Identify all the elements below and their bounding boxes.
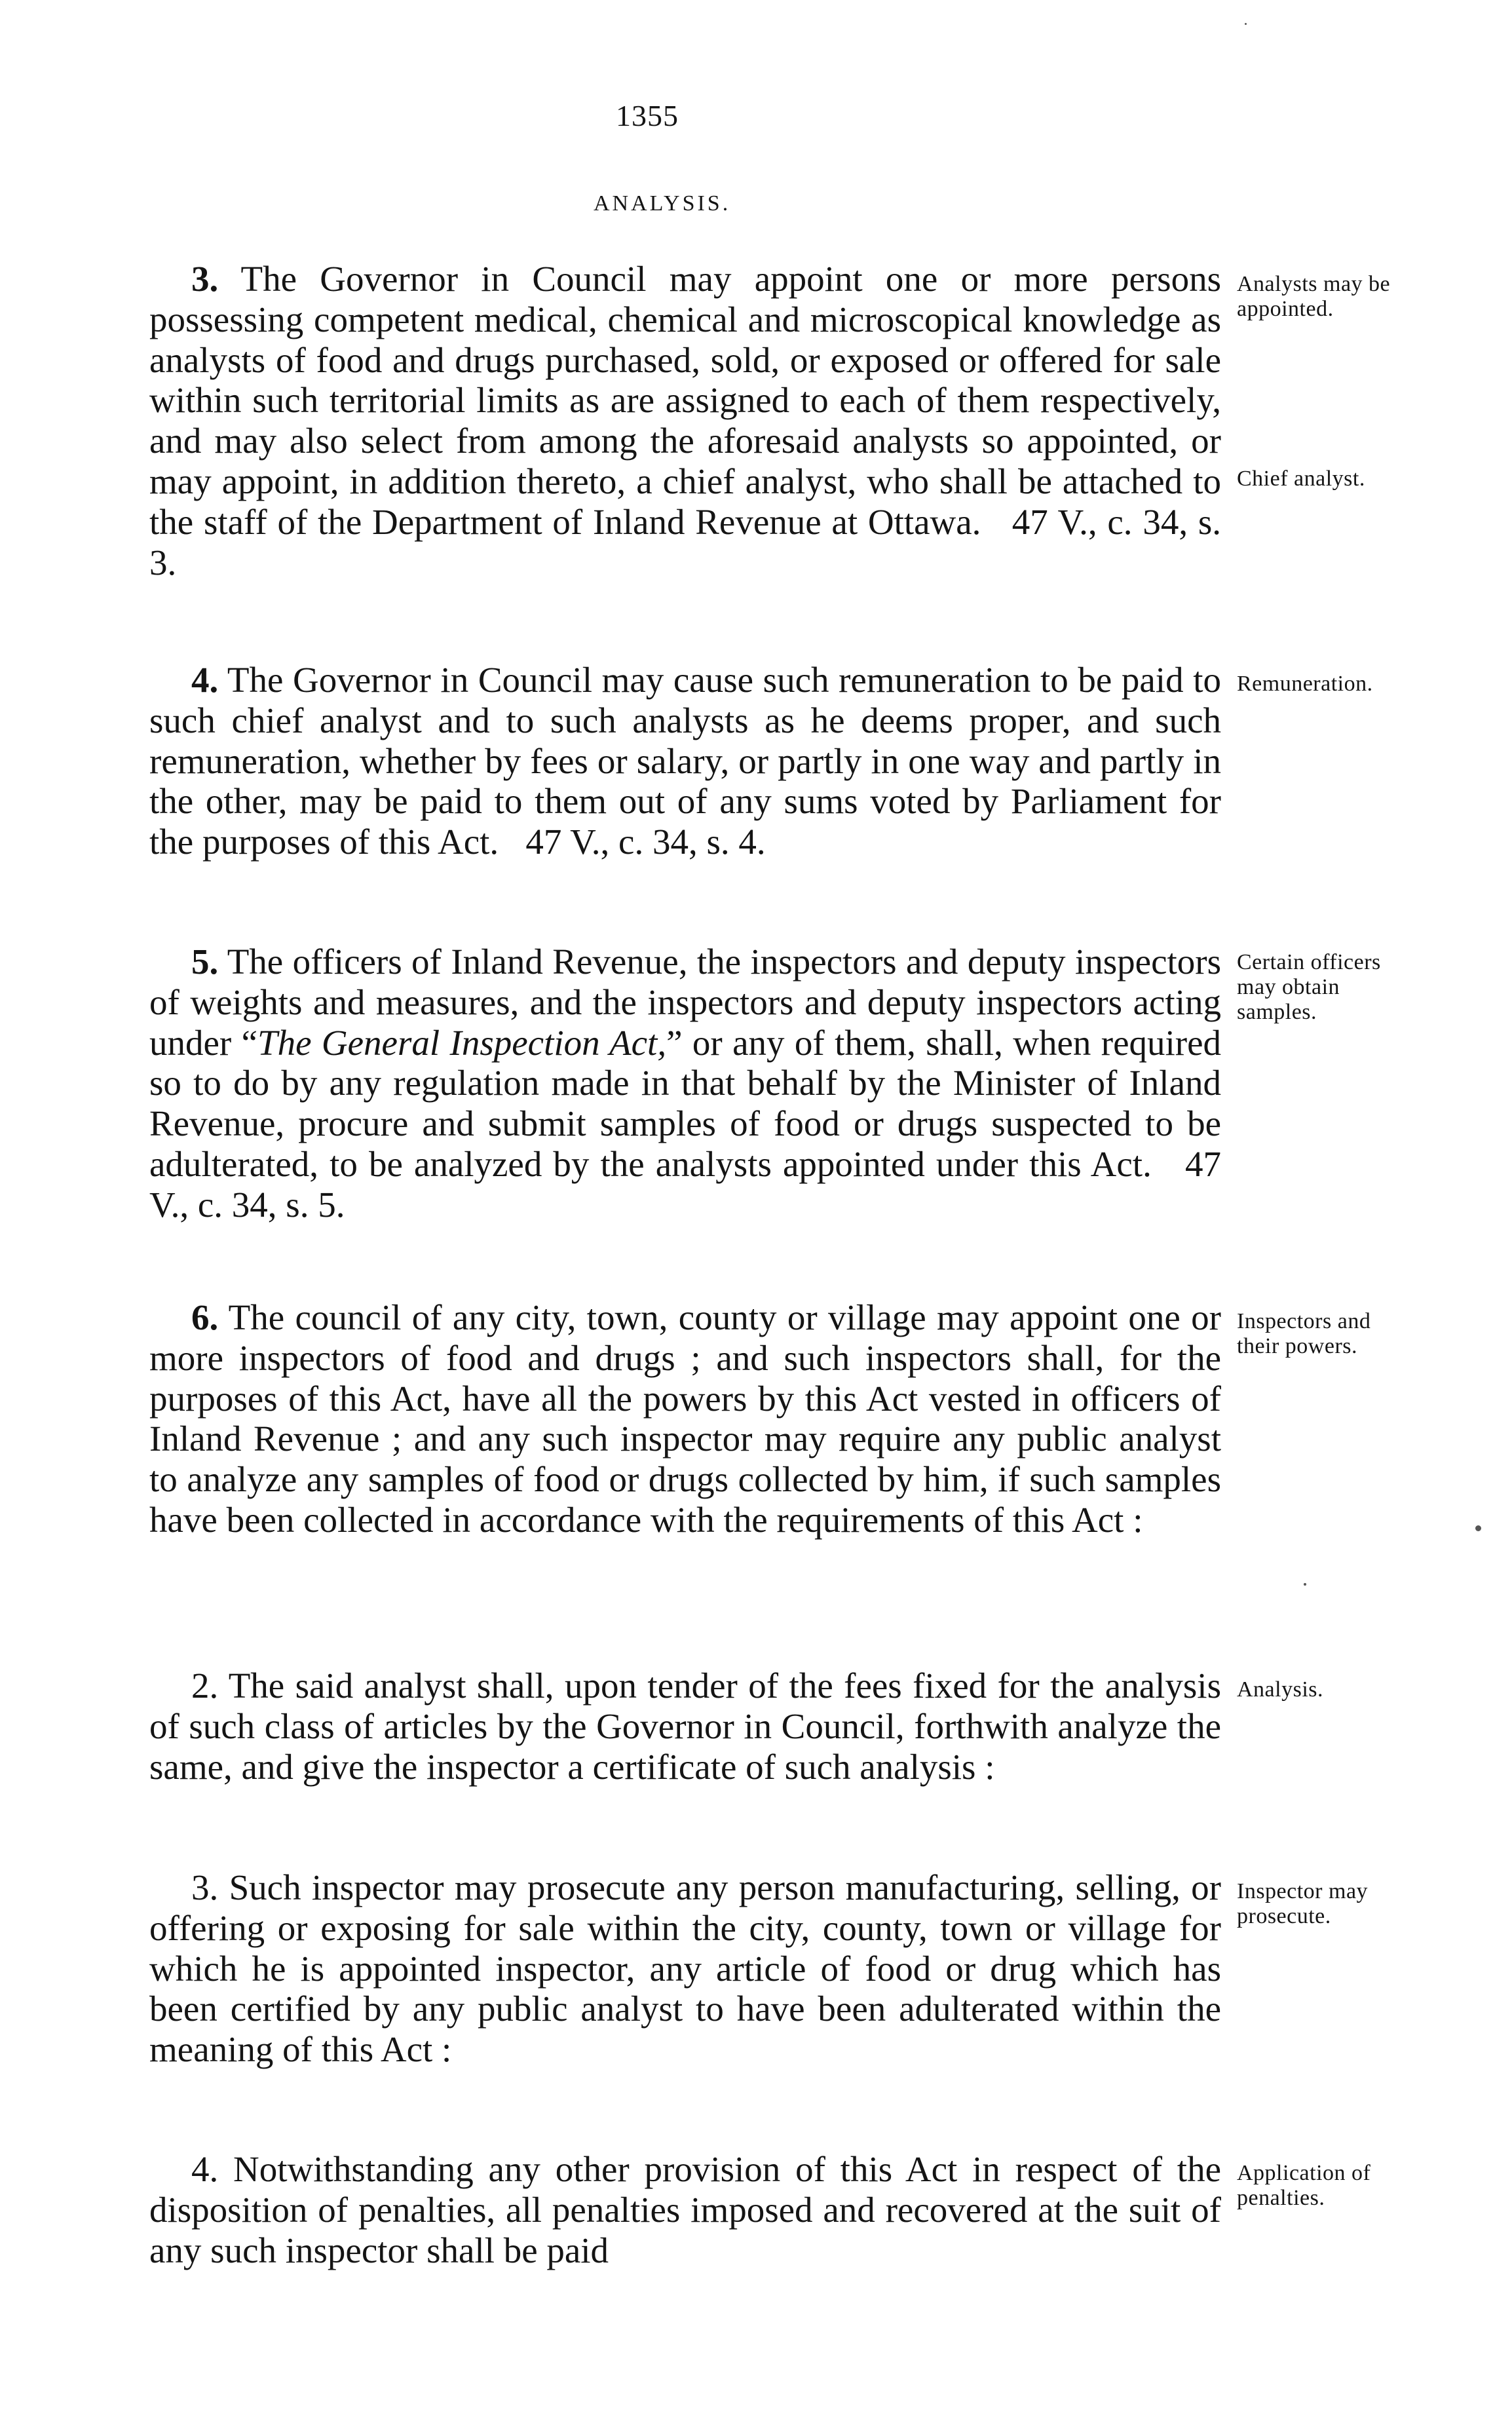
section-citation: 47 V., c. 34, s. 4.	[525, 822, 766, 862]
section-citation: 47 V., c. 34, s. 3.	[149, 501, 1221, 582]
subsection-number: 2.	[191, 1666, 219, 1706]
section-text: The Governor in Council may appoint one or more persons possessing competent medical, chemical and microscopical knowledge as analysts of food and drugs purchased, sold, or exposed or offered for sale within such territorial limits as are assigned to each of them respectively, and may also select from among the aforesaid analysts so appointed, or may appoint, in addition thereto, a chief analyst, who shall be attached to the staff of the Department of Inland Revenue at Ottawa.	[149, 259, 1221, 542]
margin-note-inspectors-powers: Inspectors and their powers.	[1237, 1309, 1371, 1358]
margin-note-analysis: Analysis.	[1237, 1677, 1323, 1702]
subsection-3	[149, 1867, 1221, 2070]
section-number: 5.	[191, 942, 219, 982]
section-5	[149, 942, 1221, 1225]
margin-note-chief-analyst: Chief analyst.	[1237, 467, 1365, 491]
subsection-number: 4.	[191, 2149, 219, 2189]
section-text: Such inspector may prosecute any person manufacturing, selling, or offering or exposing for sale within the city, county, town or village for which he is appointed inspector, any article of food or drug which has been certified by any public analyst to have been adulterated within the meaning of this Act :	[149, 1867, 1222, 2070]
subsection-number: 3.	[191, 1867, 219, 1907]
section-text: ” or any of them, shall, when required so to do by any regulation made in that behalf by the Minister of Inland Revenue, procure and submit samples of food or drugs suspected to be adulterated, to be analyzed by the analysts appointed under this Act.	[149, 1022, 1221, 1184]
section-text: The officers of Inland Revenue, the inspectors and deputy inspectors of weights and measures, and the inspectors and deputy inspectors acting under “	[149, 942, 1221, 1063]
scan-speck	[1304, 1583, 1306, 1586]
margin-note-application-penalties: Application of penalties.	[1237, 2161, 1371, 2210]
section-number: 6.	[191, 1297, 219, 1337]
running-head: ANALYSIS.	[594, 191, 731, 216]
act-title: The General Inspection Act,	[257, 1022, 667, 1063]
section-4	[149, 660, 1221, 862]
section-6	[149, 1297, 1221, 1540]
scan-speck	[1245, 23, 1247, 25]
margin-note-certain-officers: Certain officers may obtain samples.	[1237, 950, 1381, 1024]
scan-speck	[1475, 1525, 1481, 1531]
margin-note-inspector-prosecute: Inspector may prosecute.	[1237, 1879, 1369, 1928]
section-3	[149, 259, 1221, 582]
page-number: 1355	[616, 99, 679, 132]
section-text: The council of any city, town, county or village may appoint one or more inspectors of food and drugs ; and such inspectors shall, for the purposes of this Act, have all the powers by this Act vested in officers of Inland Revenue ; and any such inspector may require any public analyst to analyze any samples of food or drugs collected by him, if such samples have been collected in accordance with the requirements of this Act :	[149, 1297, 1221, 1540]
section-number: 3.	[191, 259, 219, 299]
margin-note-remuneration: Remuneration.	[1237, 672, 1373, 696]
subsection-2	[149, 1666, 1221, 1787]
section-text: Notwithstanding any other provision of this Act in respect of the disposition of penalties, all penalties imposed and recovered at the suit of any such inspector shall be paid	[149, 2149, 1221, 2270]
subsection-4	[149, 2149, 1221, 2270]
margin-note-analysts-appointed: Analysts may be appointed.	[1237, 272, 1391, 321]
section-citation: 47 V., c. 34, s. 5.	[149, 1143, 1221, 1225]
section-number: 4.	[191, 660, 219, 700]
section-text: The said analyst shall, upon tender of the fees fixed for the analysis of such class of articles by the Governor in Council, forthwith analyze the same, and give the inspector a certificate of such analysis :	[149, 1666, 1221, 1787]
section-text: The Governor in Council may cause such remuneration to be paid to such chief analyst and to such analysts as he deems proper, and such remuneration, whether by fees or salary, or partly in one way and partly in the other, may be paid to them out of any sums voted by Parliament for the purposes of this Act.	[149, 660, 1221, 862]
